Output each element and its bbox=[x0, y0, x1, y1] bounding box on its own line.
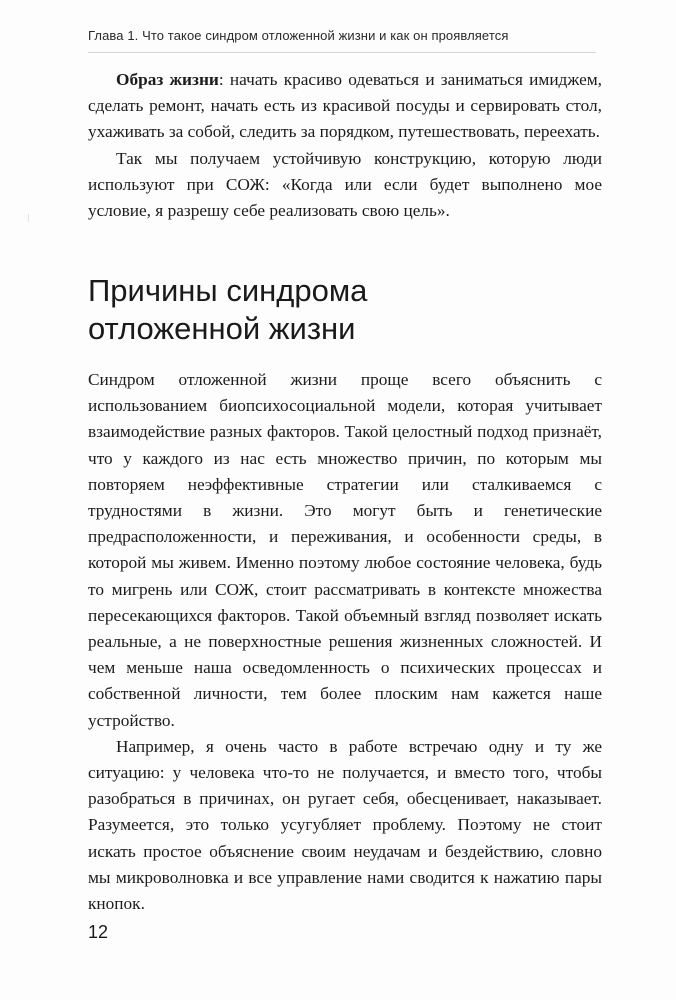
lifestyle-text: : начать красиво одеваться и заниматься имиджем, сделать ремонт, начать есть из красивой посуды и сервировать стол, ухаживать за собой, следить за порядком, путешествовать, переехать. bbox=[88, 70, 602, 142]
running-header: Глава 1. Что такое синдром отложенной жизни и как он проявляется bbox=[88, 28, 509, 43]
section-paragraph-2: Например, я очень часто в работе встречаю одну и ту же ситуацию: у человека что-то не получается, и вместо того, чтобы разобраться в причинах, он ругает себя, обесценивает, наказывает. Разумеется, это только усугубляет проблему. Поэтому не стоит искать простое объяснение своим неудачам и бездействию, словно мы микроволновка и все управление нами сводится к нажатию пары кнопок. bbox=[88, 736, 602, 914]
intro-text-block bbox=[88, 67, 602, 224]
page-number: 12 bbox=[88, 922, 109, 942]
section-heading-line-1: Причины синдрома bbox=[88, 273, 368, 308]
section-heading-line-2: отложенной жизни bbox=[88, 311, 356, 346]
lifestyle-term: Образ жизни bbox=[116, 70, 219, 89]
lifestyle-paragraph bbox=[88, 67, 602, 146]
construction-paragraph: Так мы получаем устойчивую конструкцию, которую люди используют при СОЖ: «Когда или если будет выполнено мое условие, я разрешу себе реализовать свою цель». bbox=[88, 148, 602, 221]
section-text-block bbox=[88, 367, 602, 917]
gutter-mark bbox=[28, 214, 29, 222]
section-heading bbox=[88, 272, 608, 348]
header-rule bbox=[88, 52, 596, 53]
section-paragraph-1: Синдром отложенной жизни проще всего объяснить с использованием биопсихосоциальной модели, которая учитывает взаимодействие разных факторов. Такой целостный подход признаёт, что у каждого из нас есть множество причин, по которым мы повторяем неэффективные стратегии или сталкиваемся с трудностями в жизни. Это могут быть и генетические предрасположенности, и переживания, и особенности среды, в которой мы живем. Именно поэтому любое состояние человека, будь то мигрень или СОЖ, стоит рассматривать в контексте множества пересекающихся факторов. Такой объемный взгляд позволяет искать реальные, а не поверхностные решения жизненных сложностей. И чем меньше наша осведомленность о психических процессах и собственной личности, тем более плоским нам кажется наше устройство. bbox=[88, 370, 602, 730]
